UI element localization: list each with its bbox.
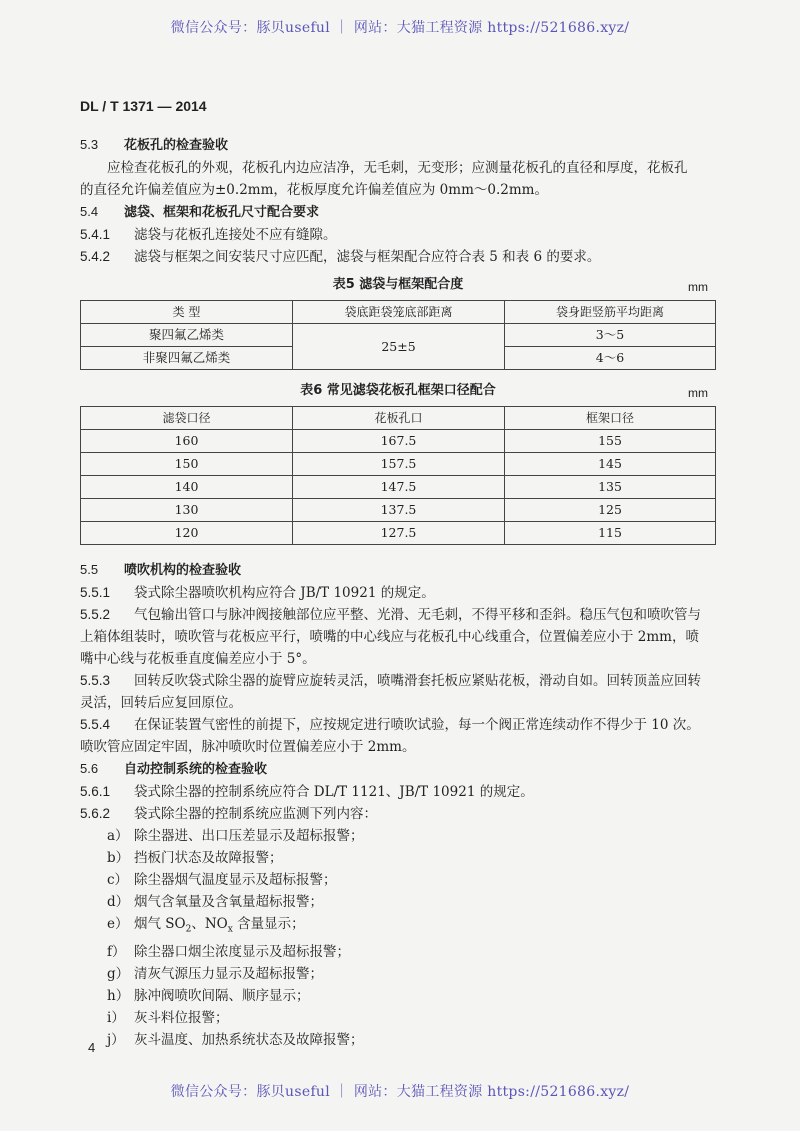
clause-text: 袋式除尘器的控制系统应监测下列内容：	[134, 806, 377, 822]
clause-5-5-1	[80, 582, 716, 604]
list-label: i）	[107, 1009, 125, 1026]
list-item	[107, 891, 716, 913]
list-text: 、NO	[191, 916, 228, 932]
list-item	[107, 847, 716, 869]
table-cell: 4～6	[505, 347, 716, 370]
table-cell: 140	[81, 476, 293, 499]
list-label: g）	[107, 965, 130, 982]
paragraph: 应检查花板孔的外观，花板孔内边应洁净，无毛刺，无变形；应测量花板孔的直径和厚度，花板孔	[107, 160, 688, 176]
clause-number: 5.6.2	[80, 806, 111, 821]
watermark-top: 微信公众号：豚贝useful ｜ 网站：大猫工程资源 https://521686.xyz/	[170, 20, 630, 36]
list-text: 除尘器口烟尘浓度显示及超标报警；	[134, 943, 350, 960]
clause-5-4-2	[80, 246, 716, 268]
table5-caption	[80, 274, 716, 296]
list-text: 清灰气源压力显示及超标报警；	[134, 965, 323, 982]
list-label: e）	[107, 916, 129, 932]
table-row	[81, 453, 716, 476]
table-cell: 137.5	[293, 499, 505, 522]
list-label: d）	[107, 894, 130, 910]
clause-number: 5.4.1	[80, 227, 111, 242]
clause-5-5-4	[80, 714, 716, 736]
section-heading-5-5	[80, 559, 716, 582]
table6	[80, 406, 716, 545]
table-header-row	[81, 301, 716, 324]
paragraph: 嘴中心线与花板垂直度偏差应小于 5°。	[80, 651, 316, 667]
list-text: 除尘器进、出口压差显示及超标报警；	[134, 828, 364, 844]
list-item	[107, 1007, 716, 1029]
list-text: 烟气 SO	[134, 916, 186, 932]
list-label: h）	[107, 987, 130, 1004]
list-text: 灰斗温度、加热系统状态及故障报警；	[134, 1031, 364, 1048]
document-code: DL / T 1371 — 2014	[80, 98, 207, 114]
clause-text: 滤袋与框架之间安装尺寸应匹配，滤袋与框架配合应符合表 5 和表 6 的要求。	[134, 249, 601, 265]
section-title: 花板孔的检查验收	[124, 138, 229, 153]
paragraph: 喷吹管应固定牢固，脉冲喷吹时位置偏差应小于 2mm。	[80, 739, 416, 755]
table-cell: 127.5	[293, 522, 505, 545]
list-text: 含量显示；	[232, 916, 305, 932]
paragraph: 灵活，回转后应复回原位。	[80, 695, 242, 711]
table-cell: 147.5	[293, 476, 505, 499]
table-header-cell: 框架口径	[505, 407, 716, 430]
page-content	[80, 134, 716, 1051]
list-item	[107, 941, 716, 963]
table-header-cell: 袋身距竖筋平均距离	[505, 301, 716, 324]
paragraph: 的直径允许偏差值应为±0.2mm，花板厚度允许偏差值应为 0mm～0.2mm。	[80, 182, 548, 198]
table-cell: 160	[81, 430, 293, 453]
table-header-cell: 花板孔口	[293, 407, 505, 430]
table-cell: 155	[505, 430, 716, 453]
table-cell: 135	[505, 476, 716, 499]
list-text: 挡板门状态及故障报警；	[134, 850, 283, 866]
list-label: b）	[107, 850, 130, 866]
table-cell: 125	[505, 499, 716, 522]
table-cell: 130	[81, 499, 293, 522]
table-header-cell: 袋底距袋笼底部距离	[293, 301, 505, 324]
section-number: 5.3	[80, 137, 99, 152]
table-cell: 157.5	[293, 453, 505, 476]
table-cell: 120	[81, 522, 293, 545]
page-number: 4	[88, 1040, 96, 1055]
list-item	[107, 869, 716, 891]
clause-number: 5.5.1	[80, 585, 111, 600]
list-label: f）	[107, 943, 126, 960]
clause-text: 袋式除尘器喷吹机构应符合 JB/T 10921 的规定。	[134, 585, 435, 601]
list-item	[107, 985, 716, 1007]
table-cell: 聚四氟乙烯类	[81, 324, 293, 347]
section-number: 5.6	[80, 761, 99, 776]
clause-text: 袋式除尘器的控制系统应符合 DL/T 1121、JB/T 10921 的规定。	[134, 784, 534, 800]
table-row	[81, 522, 716, 545]
clause-number: 5.5.4	[80, 717, 111, 732]
list-label: a）	[107, 828, 129, 844]
table-row	[81, 324, 716, 347]
clause-text: 滤袋与花板孔连接处不应有缝隙。	[134, 227, 337, 243]
table-header-row	[81, 407, 716, 430]
list-text: 烟气含氧量及含氧量超标报警；	[134, 894, 323, 910]
section-heading-5-6	[80, 758, 716, 781]
clause-text: 气包输出管口与脉冲阀接触部位应平整、光滑、无毛刺，不得平移和歪斜。稳压气包和喷吹管与	[134, 607, 701, 623]
subscript: 2	[185, 924, 192, 935]
table-cell: 115	[505, 522, 716, 545]
table-unit: mm	[688, 386, 708, 400]
section-title: 自动控制系统的检查验收	[124, 762, 268, 777]
table-cell: 150	[81, 453, 293, 476]
clause-5-6-1	[80, 781, 716, 803]
list-text: 灰斗料位报警；	[134, 1009, 229, 1026]
section-number: 5.4	[80, 204, 99, 219]
clause-text: 回转反吹袋式除尘器的旋臂应旋转灵活，喷嘴滑套托板应紧贴花板，滑动自如。回转顶盖应回转	[134, 673, 701, 689]
table-header-cell: 类 型	[81, 301, 293, 324]
section-title: 喷吹机构的检查验收	[124, 563, 242, 578]
clause-5-6-2	[80, 803, 716, 825]
list-item	[107, 963, 716, 985]
list-item	[107, 913, 716, 941]
section-heading-5-4	[80, 201, 716, 224]
table-cell: 145	[505, 453, 716, 476]
list-item	[107, 1029, 716, 1051]
table-unit: mm	[688, 280, 708, 294]
clause-number: 5.6.1	[80, 784, 111, 799]
section-title: 滤袋、框架和花板孔尺寸配合要求	[124, 205, 320, 220]
table-cell: 非聚四氟乙烯类	[81, 347, 293, 370]
clause-5-5-3	[80, 670, 716, 692]
paragraph: 上箱体组装时，喷吹管与花板应平行，喷嘴的中心线应与花板孔中心线重合，位置偏差应小于 2mm，喷	[80, 629, 699, 645]
clause-number: 5.5.2	[80, 607, 111, 622]
clause-number: 5.4.2	[80, 249, 111, 264]
list-item	[107, 825, 716, 847]
watermark-bottom: 微信公众号：豚贝useful ｜ 网站：大猫工程资源 https://521686.xyz/	[170, 1084, 630, 1100]
table5	[80, 300, 716, 370]
subscript: x	[227, 924, 233, 935]
table-caption-text: 表6 常见滤袋花板孔框架口径配合	[300, 383, 496, 398]
table-cell: 3～5	[505, 324, 716, 347]
clause-5-5-2	[80, 604, 716, 626]
section-number: 5.5	[80, 562, 99, 577]
table-row	[81, 476, 716, 499]
list-label: c）	[107, 872, 129, 888]
clause-number: 5.5.3	[80, 673, 111, 688]
clause-text: 在保证装置气密性的前提下，应按规定进行喷吹试验，每一个阀正常连续动作不得少于 10 次。	[134, 717, 700, 733]
table-caption-text: 表5 滤袋与框架配合度	[332, 277, 464, 292]
list-text: 脉冲阀喷吹间隔、顺序显示；	[134, 987, 310, 1004]
table6-caption	[80, 380, 716, 402]
table-row	[81, 499, 716, 522]
monitoring-list	[80, 825, 716, 1051]
table-cell-merged: 25±5	[293, 324, 505, 370]
clause-5-4-1	[80, 224, 716, 246]
list-label: j）	[107, 1031, 125, 1048]
table-header-cell: 滤袋口径	[81, 407, 293, 430]
section-heading-5-3	[80, 134, 716, 157]
list-text: 除尘器烟气温度显示及超标报警；	[134, 872, 337, 888]
table-row	[81, 430, 716, 453]
table-cell: 167.5	[293, 430, 505, 453]
